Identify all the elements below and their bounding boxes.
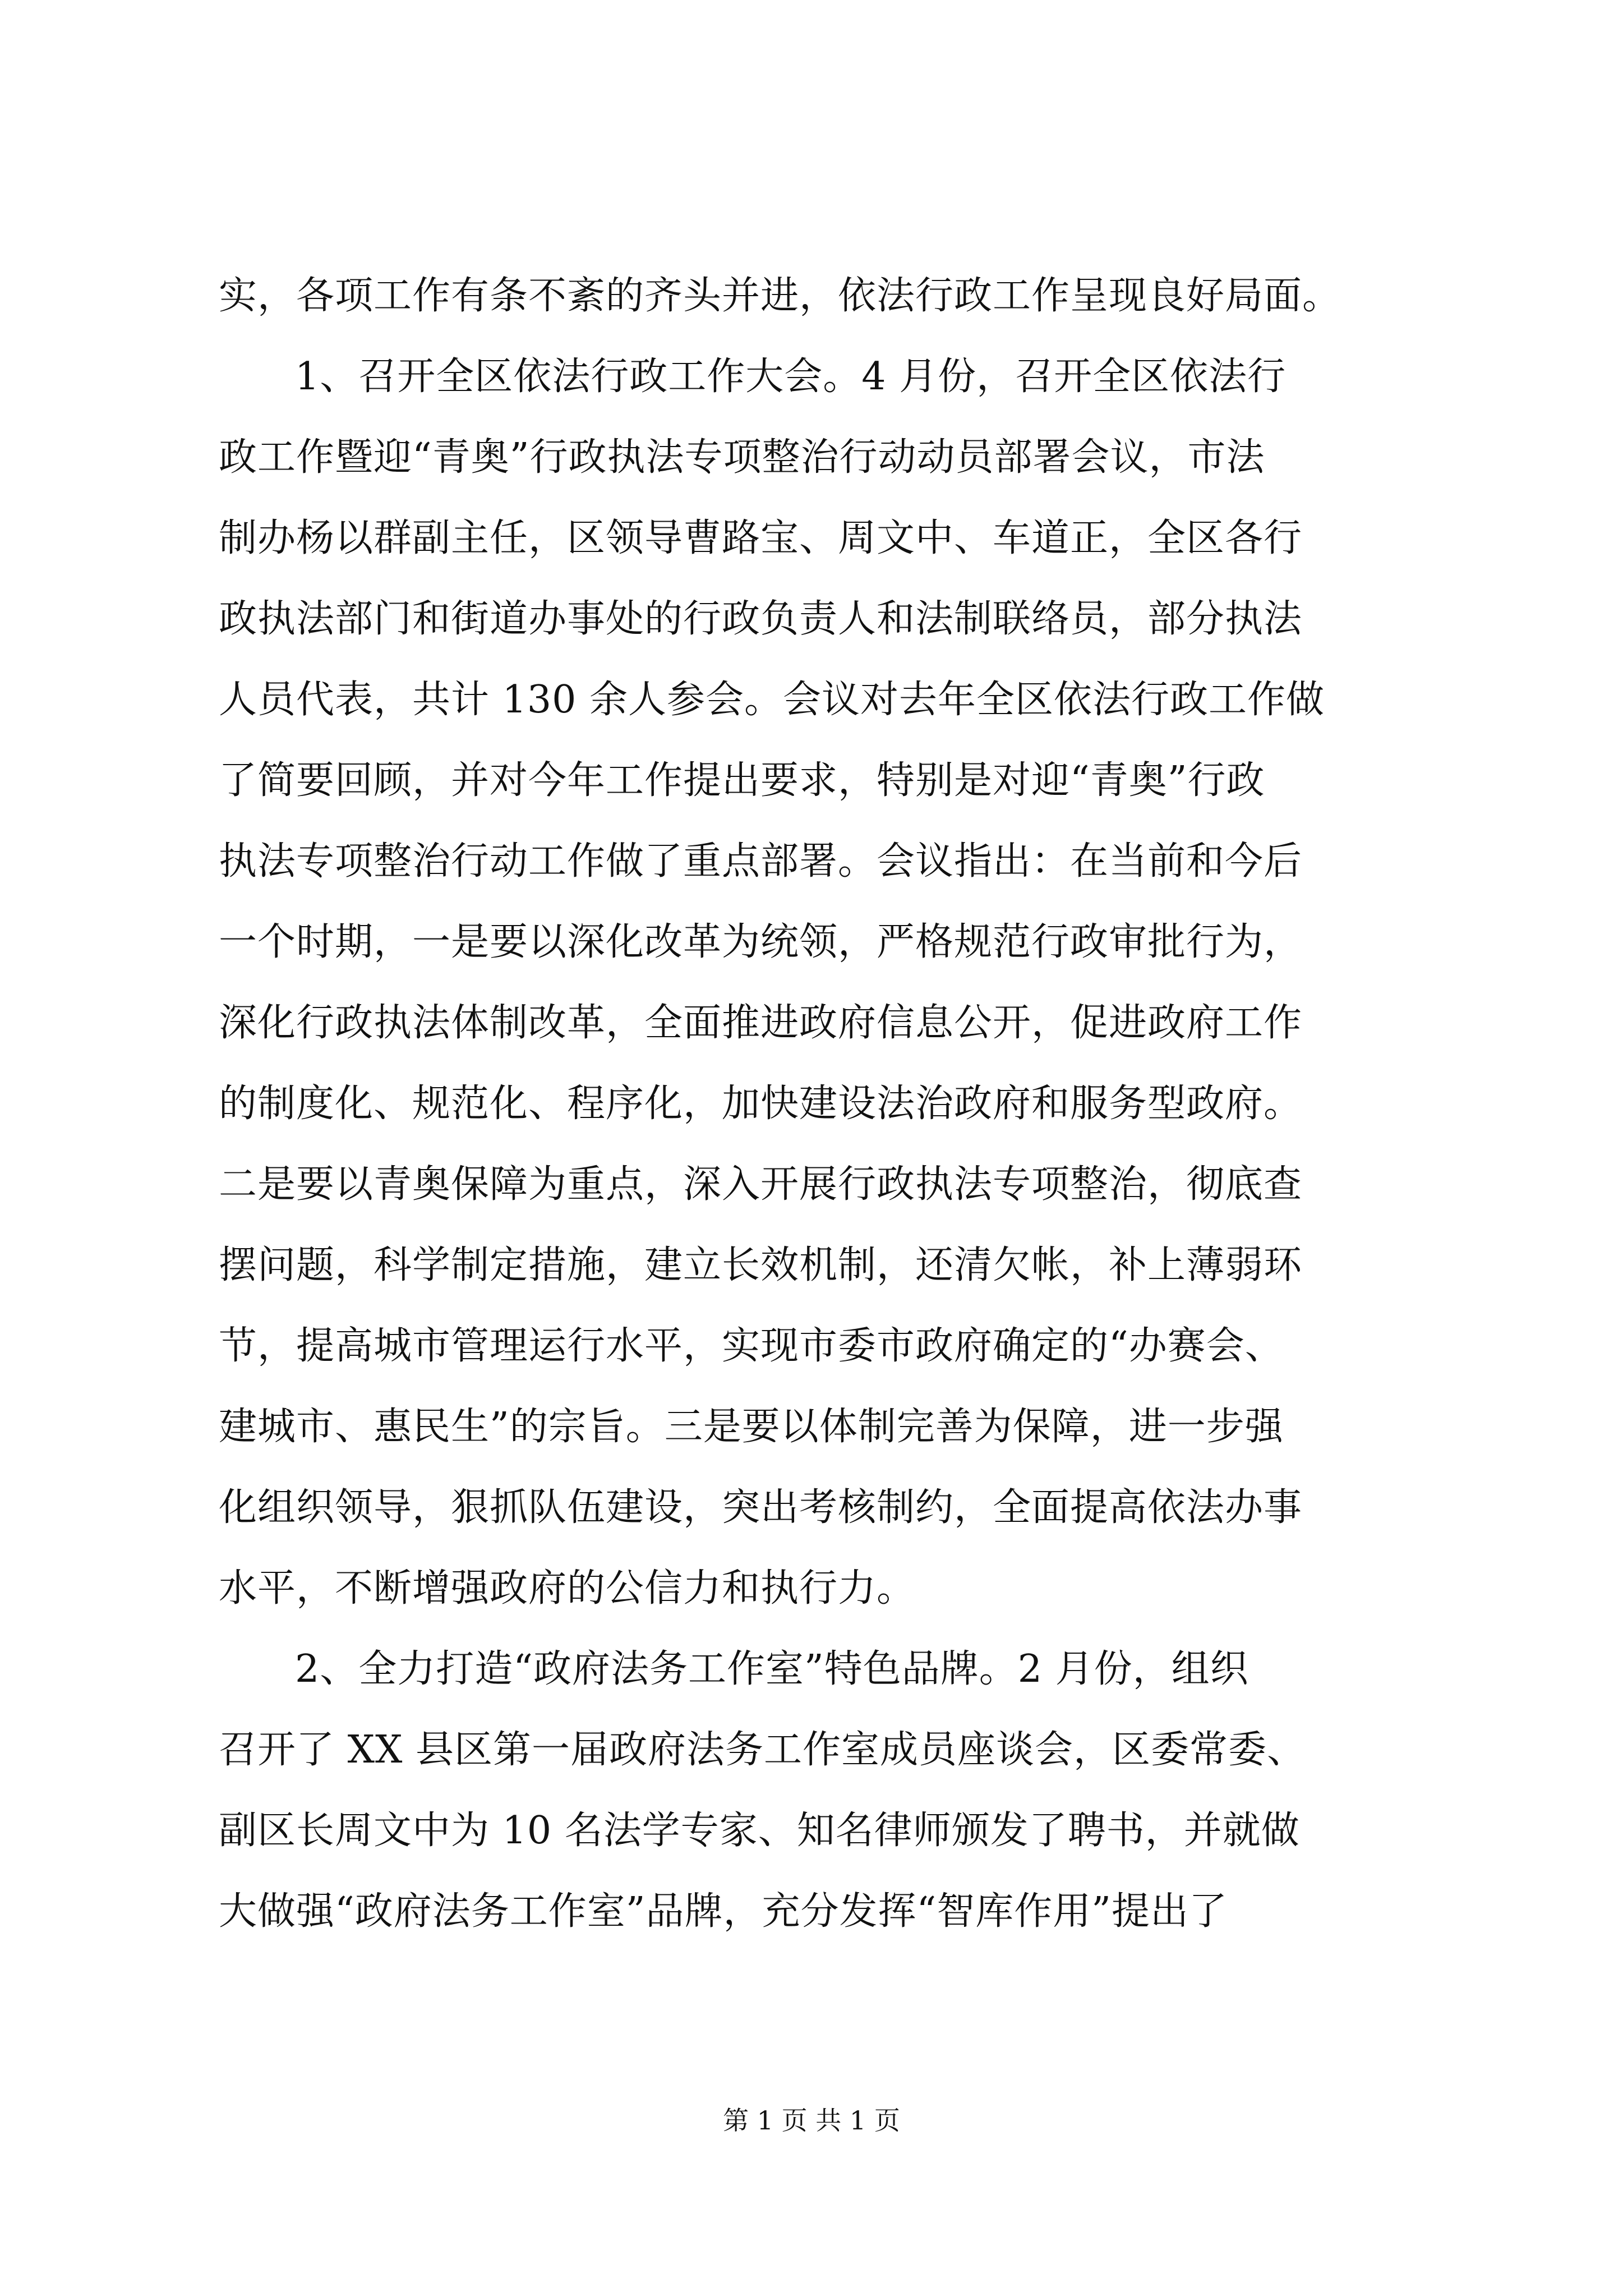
page-footer: 第 1 页 共 1 页	[723, 2105, 900, 2136]
text-line: 化组织领导，狠抓队伍建设，突出考核制约，全面提高依法办事	[219, 1485, 1303, 1530]
text-line: 摆问题，科学制定措施，建立长效机制，还清欠帐，补上薄弱环	[219, 1243, 1303, 1287]
text-line: 人员代表，共计 130 余人参会。会议对去年全区依法行政工作做	[219, 678, 1325, 722]
text-line: 深化行政执法体制改革，全面推进政府信息公开，促进政府工作	[219, 1001, 1303, 1045]
text-line: 执法专项整治行动工作做了重点部署。会议指出：在当前和今后	[219, 839, 1303, 884]
text-line: 节，提高城市管理运行水平，实现市委市政府确定的“办赛会、	[219, 1324, 1284, 1368]
text-line: 大做强“政府法务工作室”品牌，充分发挥“智库作用”提出了	[219, 1889, 1228, 1934]
text-line: 制办杨以群副主任，区领导曹路宝、周文中、车道正，全区各行	[219, 516, 1303, 560]
text-line: 水平，不断增强政府的公信力和执行力。	[219, 1566, 916, 1611]
text-line: 政工作暨迎“青奥”行政执法专项整治行动动员部署会议，市法	[219, 435, 1265, 480]
text-line: 副区长周文中为 10 名法学专家、知名律师颁发了聘书，并就做	[219, 1809, 1300, 1853]
text-line: 政执法部门和街道办事处的行政负责人和法制联络员，部分执法	[219, 597, 1303, 641]
text-line: 二是要以青奥保障为重点，深入开展行政执法专项整治，彻底查	[219, 1162, 1303, 1207]
body-text	[219, 256, 1408, 1952]
paragraph-2-first-line: 2、全力打造“政府法务工作室”特色品牌。2 月份，组织	[295, 1647, 1249, 1691]
text-line: 一个时期，一是要以深化改革为统领，严格规范行政审批行为，	[219, 920, 1303, 964]
text-line: 召开了 XX 县区第一届政府法务工作室成员座谈会，区委常委、	[219, 1728, 1306, 1772]
text-line: 建城市、惠民生”的宗旨。三是要以体制完善为保障，进一步强	[219, 1405, 1284, 1449]
text-line: 了简要回顾，并对今年工作提出要求，特别是对迎“青奥”行政	[219, 758, 1265, 803]
paragraph-1-first-line: 1、召开全区依法行政工作大会。4 月份，召开全区依法行	[295, 355, 1287, 399]
text-line: 的制度化、规范化、程序化，加快建设法治政府和服务型政府。	[219, 1082, 1303, 1126]
text-line: 实，各项工作有条不紊的齐头并进，依法行政工作呈现良好局面。	[219, 274, 1341, 318]
